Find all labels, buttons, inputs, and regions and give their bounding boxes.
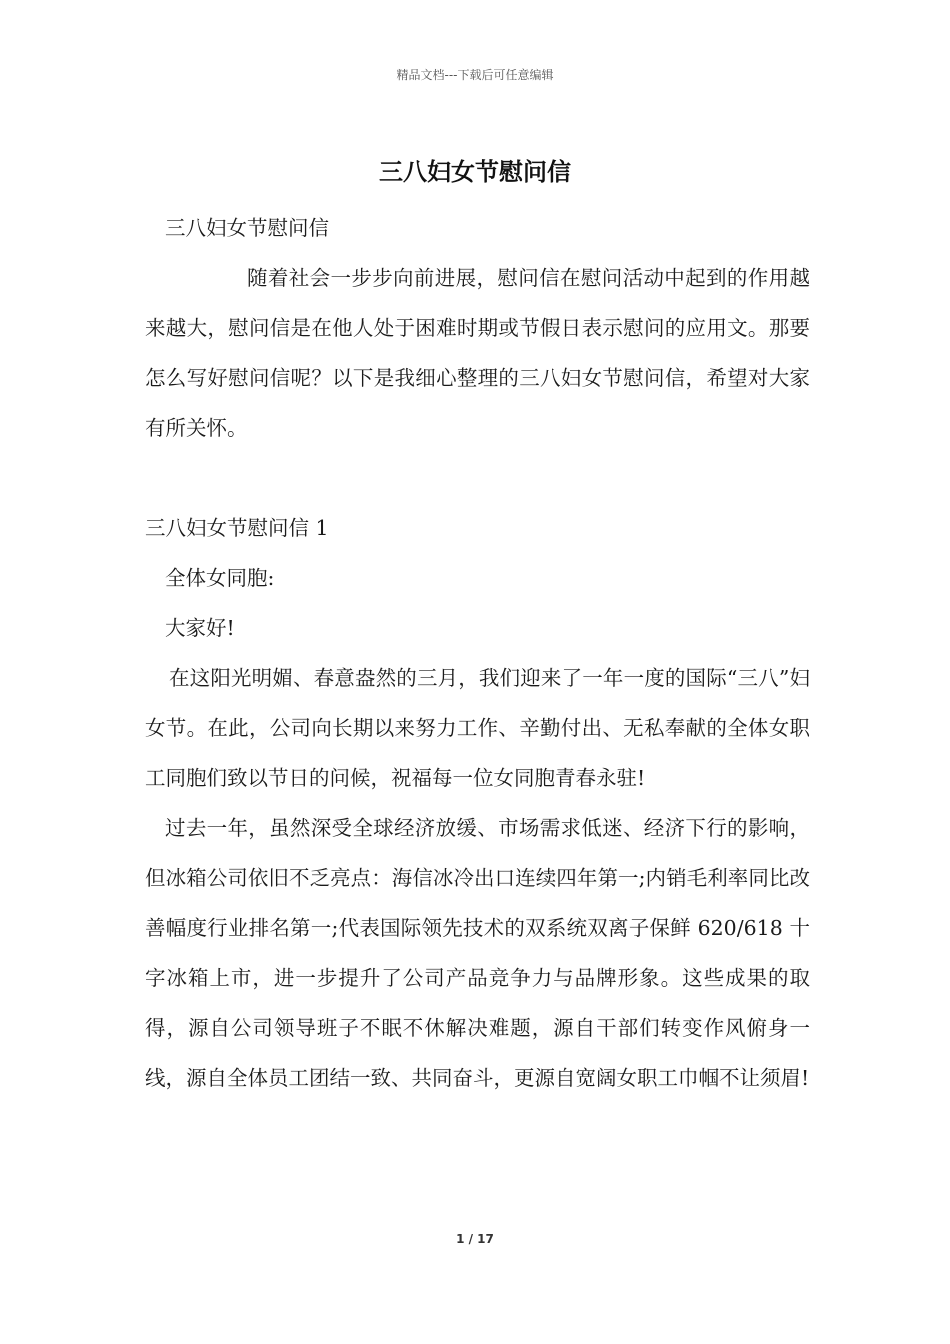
letter-paragraph-1: 在这阳光明媚、春意盎然的三月，我们迎来了一年一度的国际“三八”妇女节。在此，公司向长期以来努力工作、辛勤付出、无私奉献的全体女职工同胞们致以节日的问候，祝福每一位女同胞青春永驻! bbox=[145, 666, 810, 790]
salutation: 全体女同胞: bbox=[165, 566, 275, 590]
letter-heading: 三八妇女节慰问信 1 bbox=[145, 516, 329, 540]
intro-paragraph: 随着社会一步步向前进展，慰问信在慰问活动中起到的作用越来越大，慰问信是在他人处于困难时期或节假日表示慰问的应用文。那要怎么写好慰问信呢？以下是我细心整理的三八妇女节慰问信，希望对大家有所关怀。 bbox=[145, 266, 810, 440]
greeting: 大家好! bbox=[165, 616, 235, 640]
page-number: 1 / 17 bbox=[456, 1232, 494, 1246]
letter-paragraph-2: 过去一年，虽然深受全球经济放缓、市场需求低迷、经济下行的影响，但冰箱公司依旧不乏亮点：海信冰冷出口连续四年第一;内销毛利率同比改善幅度行业排名第一;代表国际领先技术的双系统双离子保鲜 620/618 十字冰箱上市，进一步提升了公司产品竞争力与品牌形象。这些成果的取得，源自公司领导班子不眠不休解决难题，源自干部们转变作风俯身一线，源自全体员工团结一致、共同奋斗，更源自宽阔女职工巾帼不让须眉! bbox=[145, 816, 810, 1090]
header-note: 精品文档---下载后可任意编辑 bbox=[396, 68, 554, 82]
document-body bbox=[145, 203, 810, 1103]
document-subtitle: 三八妇女节慰问信 bbox=[165, 216, 329, 240]
blank-line bbox=[145, 453, 810, 503]
document-title: 三八妇女节慰问信 bbox=[379, 158, 571, 186]
